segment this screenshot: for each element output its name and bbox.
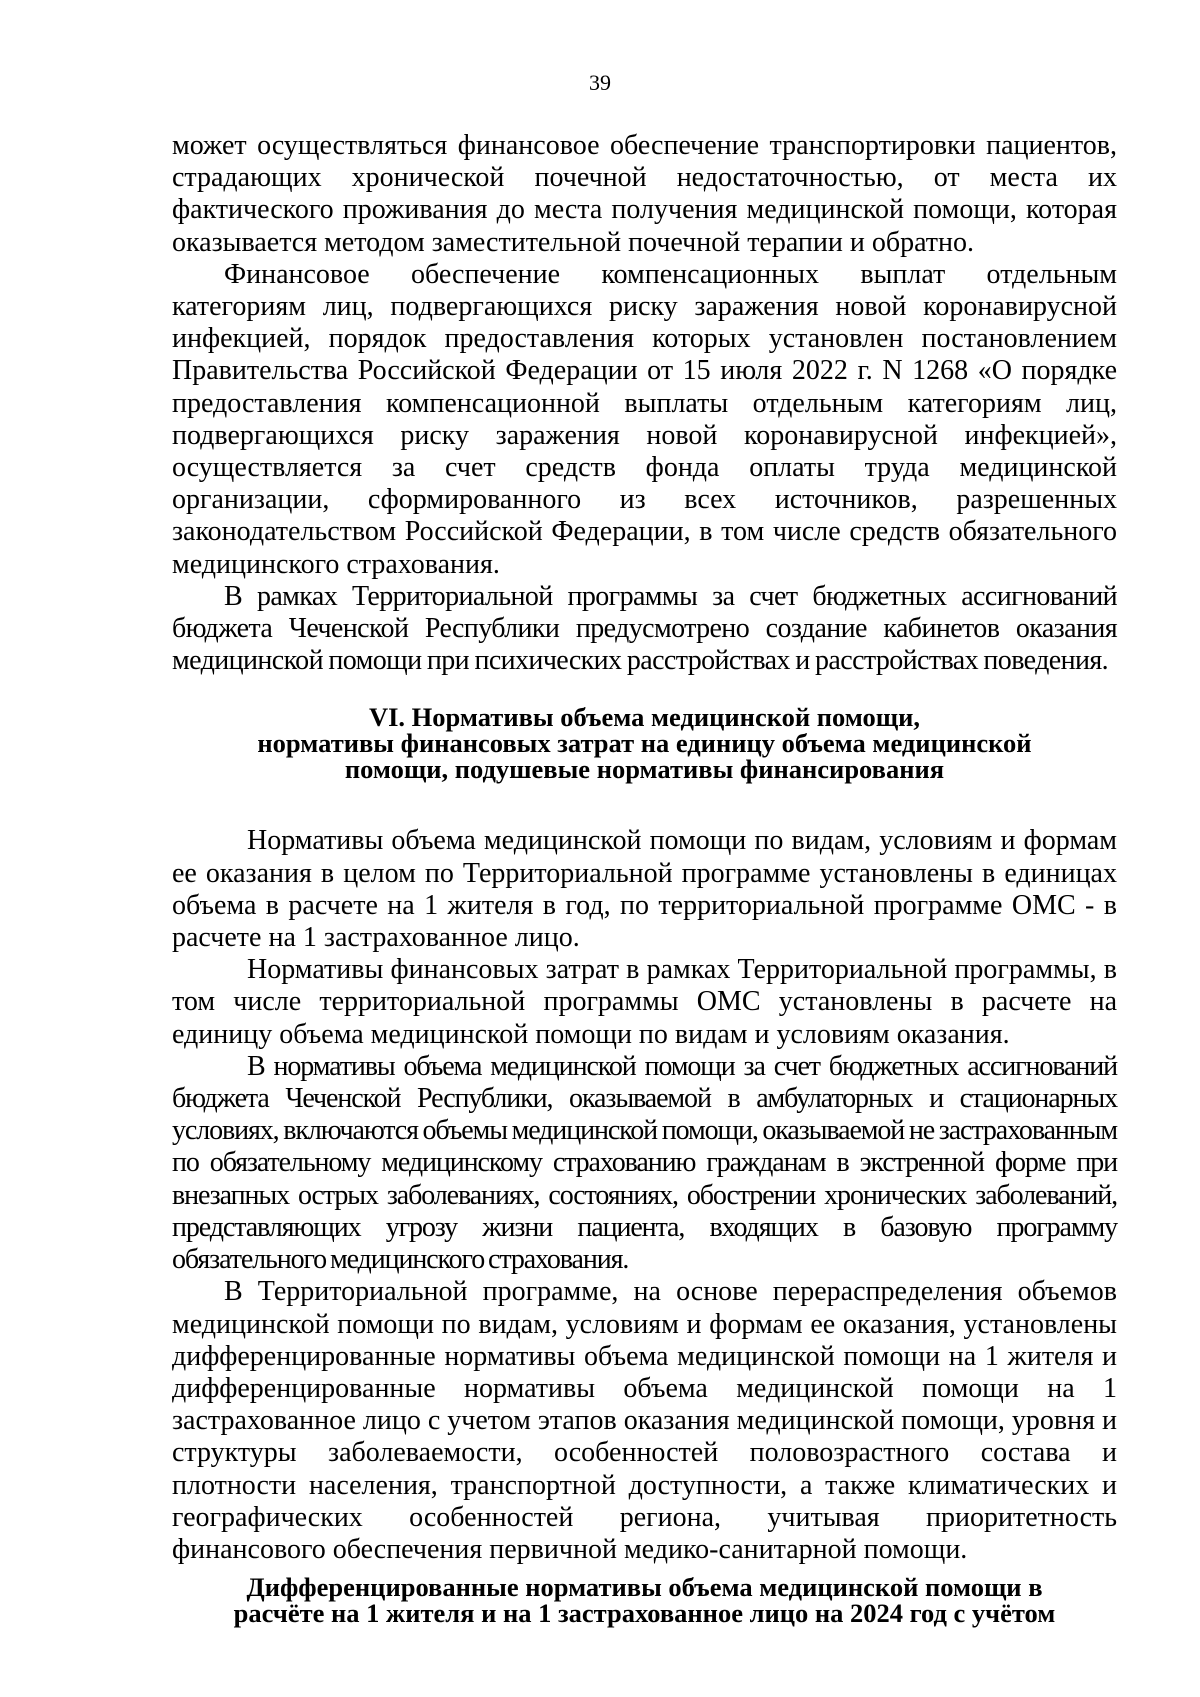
paragraph-transport-financing: может осуществляться финансовое обеспечение транспортировки пациентов, страдающих хронической почечной недостаточностью, от места их фактического проживания до места получения медицинской помощи, которая оказывается методом заместительной почечной терапии и обратно. (172, 130, 1117, 258)
paragraph-cost-norms: Нормативы финансовых затрат в рамках Территориальной программы, в том числе территориальной программы ОМС установлены в расчете на единицу объема медицинской помощи по видам и условиям оказания. (172, 954, 1117, 1050)
section-heading-line-2: нормативы финансовых затрат на единицу объема медицинской (257, 728, 1032, 759)
paragraph-differentiated-norms: В Территориальной программе, на основе перераспределения объемов медицинской помощи по видам, условиям и формам ее оказания, установлены дифференцированные нормативы объема медицинской помощи на 1 жителя и дифференцированные нормативы объема медицинской помощи на 1 застрахованное лицо с учетом этапов оказания медицинской помощи, уровня и структуры заболеваемости, особенностей половозрастного состава и плотности населения, транспортной доступности, а также климатических и географических особенностей региона, учитывая приоритетность финансового обеспечения первичной медико-санитарной помощи. (172, 1276, 1117, 1565)
paragraph-psychiatric-offices: В рамках Территориальной программы за счет бюджетных ассигнований бюджета Чеченской Республики предусмотрено создание кабинетов оказания медицинской помощи при психических расстройствах и расстройствах поведения. (172, 580, 1117, 677)
paragraph-compensation-payments: Финансовое обеспечение компенсационных выплат отдельным категориям лиц, подвергающихся риску заражения новой коронавирусной инфекцией, порядок предоставления которых установлен постановлением Правительства Российской Федерации от 15 июля 2022 г. N 1268 «О порядке предоставления компенсационной выплаты отдельным категориям лиц, подвергающихся риску заражения новой коронавирусной инфекцией», осуществляется за счет средств фонда оплаты труда медицинской организации, сформированного из всех источников, разрешенных законодательством Российской Федерации, в том числе средств обязательного медицинского страхования. (172, 258, 1117, 580)
table-heading (172, 1572, 1117, 1629)
section-heading-line-1: VI. Нормативы объема медицинской помощи, (368, 702, 921, 733)
page-number: 39 (589, 70, 611, 95)
table-heading-line-1: Дифференцированные нормативы объема медицинской помощи в (246, 1572, 1043, 1603)
paragraph-budget-volume-norms: В нормативы объема медицинской помощи за счет бюджетных ассигнований бюджета Чеченской Республики, оказываемой в амбулаторных и стационарных условиях, включаются объемы медицинской помощи, оказываемой не застрахованным по обязательному медицинскому страхованию гражданам в экстренной форме при внезапных острых заболеваниях, состояниях, обострении хронических заболеваний, представляющих угрозу жизни пациента, входящих в базовую программу обязательного медицинского страхования. (172, 1050, 1117, 1276)
table-heading-line-2: расчёте на 1 жителя и на 1 застрахованное лицо на 2024 год с учётом (233, 1598, 1056, 1629)
section-heading (172, 702, 1117, 785)
section-heading-line-3: помощи, подушевые нормативы финансирования (344, 754, 945, 785)
paragraph-volume-norms: Нормативы объема медицинской помощи по видам, условиям и формам ее оказания в целом по Территориальной программе установлены в единицах объема в расчете на 1 жителя в год, по территориальной программе ОМС - в расчете на 1 застрахованное лицо. (172, 825, 1117, 954)
document-body (172, 130, 1117, 1629)
